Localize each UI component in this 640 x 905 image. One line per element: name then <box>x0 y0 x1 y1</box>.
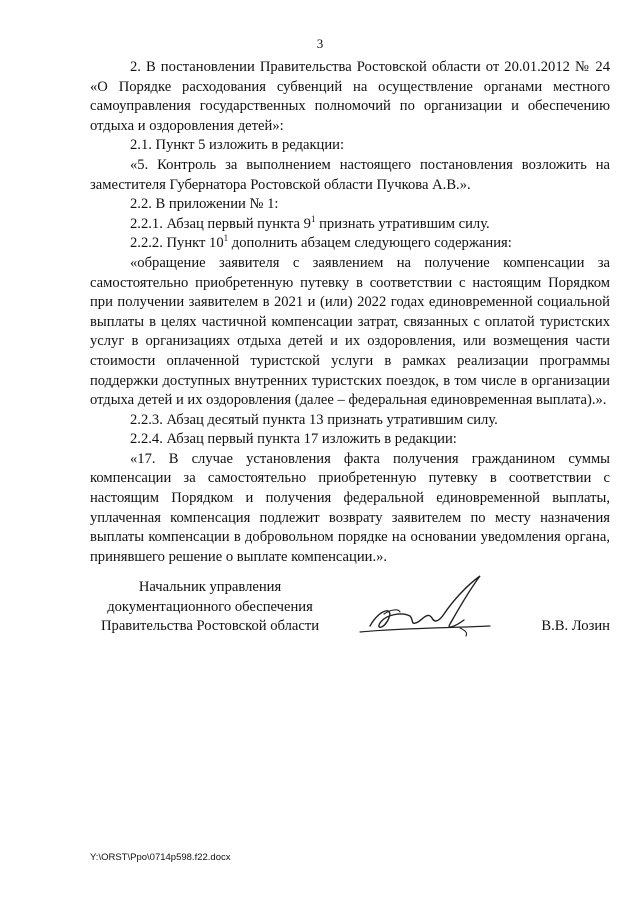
paragraph-2-2-3: 2.2.3. Абзац десятый пункта 13 признать утратившим силу. <box>130 411 498 428</box>
paragraph-2-2-2-text: 2.2.2. Пункт 10 <box>130 235 224 252</box>
signatory-title-line1: Начальник управления <box>138 579 282 595</box>
paragraph-point-5-text: «5. Контроль за выполнением настоящего постановления возложить на заместителя Губернатора Ростовской области Пучкова А.В.». <box>90 156 610 193</box>
footer-file-path: Y:\ORST\Ppo\0714p598.f22.docx <box>90 852 231 863</box>
signatory-title-line2: документационного обеспечения <box>107 598 313 615</box>
paragraph-2-2-4: 2.2.4. Абзац первый пункта 17 изложить в редакции: <box>130 431 457 448</box>
paragraph-point-17-text: «17. В случае установления факта получения гражданином суммы компенсации за самостоятельно приобретенную путевку в соответствии с настоящим Порядком и получения федеральной единовременной выплаты, уплаченная компенсация подлежит возврату заявителем по месту назначения выплаты компенсации в добровольном порядке на основании уведомления органа, принявшего решение о выплате компенсации.». <box>90 450 610 565</box>
signatory-title-line3: Правительства Ростовской области <box>100 618 320 635</box>
paragraph-2-2: 2.2. В приложении № 1: <box>130 196 279 213</box>
paragraph-2-2-2 <box>90 234 610 254</box>
superscript: 1 <box>223 233 229 244</box>
paragraph-2-2-1 <box>90 215 610 235</box>
paragraph-2-2-1-text: 2.2.1. Абзац первый пункта 9 <box>130 215 311 232</box>
handwritten-signature-icon <box>340 568 540 648</box>
document-body <box>90 58 610 567</box>
paragraph-2-2-1-tail: признать утратившим силу. <box>315 215 490 232</box>
page-number: 3 <box>316 36 324 51</box>
signatory-title <box>90 578 330 637</box>
paragraph-2-1: 2.1. Пункт 5 изложить в редакции: <box>130 137 345 154</box>
paragraph-new-abzac: «обращение заявителя с заявлением на получение компенсации за самостоятельно приобретенную путевку в соответствии с настоящим Порядком при получении заявителем в 2021 и (или) 2022 годах единовременной социальной выплаты в целях частичной компенсации затрат, связанных с оплатой туристских услуг в организациях отдыха детей и их оздоровления, или возмещения части стоимости оплаченной туристской услуги в рамках реализации программы поддержки доступных внутренних туристских поездок, в том числе в организации отдыха детей и их оздоровления (далее – федеральная единовременная выплата).». <box>90 254 610 409</box>
superscript: 1 <box>310 213 316 224</box>
paragraph-amendment-intro: 2. В постановлении Правительства Ростовской области от 20.01.2012 № 24 «О Порядке расходования субвенций на осуществление органами местного самоуправления государственных полномочий по организации и обеспечению отдыха и оздоровления детей»: <box>90 59 610 134</box>
signatory-name: В.В. Лозин <box>541 618 610 634</box>
signature-block <box>90 578 610 638</box>
paragraph-2-2-2-tail: дополнить абзацем следующего содержания: <box>228 235 512 252</box>
